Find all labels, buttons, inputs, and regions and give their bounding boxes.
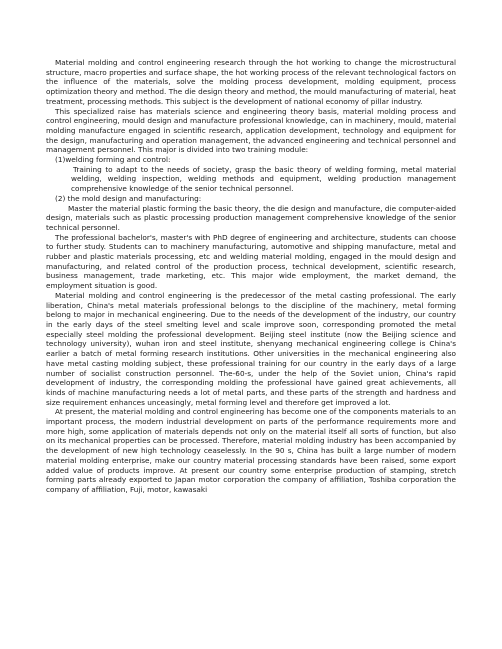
module-2-heading: (2) the mold design and manufacturing:	[55, 193, 202, 203]
document-page	[46, 58, 456, 495]
paragraph-history: Material molding and control engineering is the predecessor of the metal casting professional. The early liberation, China's metal materials professional belongs to the discipline of the machinery, metal forming belong to major in mechanical engineering. Due to the needs of the development of the industry, our country in the early days of the steel smelting level and scale improve soon, corresponding promoted the metal especially steel molding the professional development. Beijing steel institute (now the Beijing science and technology university), wuhan iron and steel institute, shenyang mechanical engineering college is China's earlier a batch of metal forming research institutions. Other universities in the mechanical engineering also have metal casting molding subject, these professional training for our country in the early days of a large number of socialist construction personnel. The-60-s, under the help of the Soviet union, China's rapid development of industry, the corresponding molding the professional have gained great achievements, all kinds of machine manufacturing needs a lot of metal parts, and these parts of the strength and hardness and size requirement enhances unceasingly, metal forming level and therefore get improved a lot.	[46, 290, 456, 407]
paragraph-specialization: This specialized raise has materials science and engineering theory basis, material molding process and control engineering, mould design and manufacture professional knowledge, can in machinery, mould, material molding manufacture engaged in scientific research, application development, technology and equipment for the design, manufacturing and operation management, the advanced engineering and technical personnel and management personnel. This major is divided into two training module:	[46, 106, 456, 155]
paragraph-degrees: The professional bachelor's, master's with PhD degree of engineering and architecture, students can choose to further study. Students can to machinery manufacturing, automotive and shipping manufacture, metal and rubber and plastic materials processing, etc and welding material molding, engaged in the mould design and manufacturing, and related control of the production process, technical development, scientific research, business management, trade marketing, etc. This major wide employment, the market demand, the employment situation is good.	[46, 232, 456, 291]
module-2-body: Master the material plastic forming the basic theory, the die design and manufacture, die computer-aided design, materials such as plastic processing production management comprehensive knowledge of the senior technical personnel.	[46, 203, 456, 232]
module-1-heading: (1)welding forming and control:	[55, 155, 171, 165]
module-1-body: Training to adapt to the needs of society, grasp the basic theory of welding forming, metal material welding, welding inspection, welding methods and equipment, welding production management comprehensive knowledge of the senior technical personnel.	[71, 164, 456, 194]
paragraph-present: At present, the material molding and control engineering has become one of the components materials to an important process, the modern industrial development on parts of the performance requirements more and more high, some application of materials depends not only on the material itself all sorts of function, but also on its mechanical properties can be processed. Therefore, material molding industry has been accompanied by the development of new high technology ceaselessly. In the 90 s, China has built a large number of modern material molding enterprise, make our country material processing standards have been raised, some export added value of products improve. At present our country some enterprise production of stamping, stretch forming parts already exported to Japan motor corporation the company of affiliation, Toshiba corporation the company of affiliation, Fuji, motor, kawasaki	[46, 407, 456, 494]
paragraph-intro: Material molding and control engineering research through the hot working to change the microstructural structure, macro properties and surface shape, the hot working process of the relevant technological factors on the influence of the materials, solve the molding process development, molding equipment, process optimization theory and method. The die design theory and method, the mould manufacturing of material, heat treatment, processing methods. This subject is the development of national economy of pillar industry.	[46, 58, 456, 106]
